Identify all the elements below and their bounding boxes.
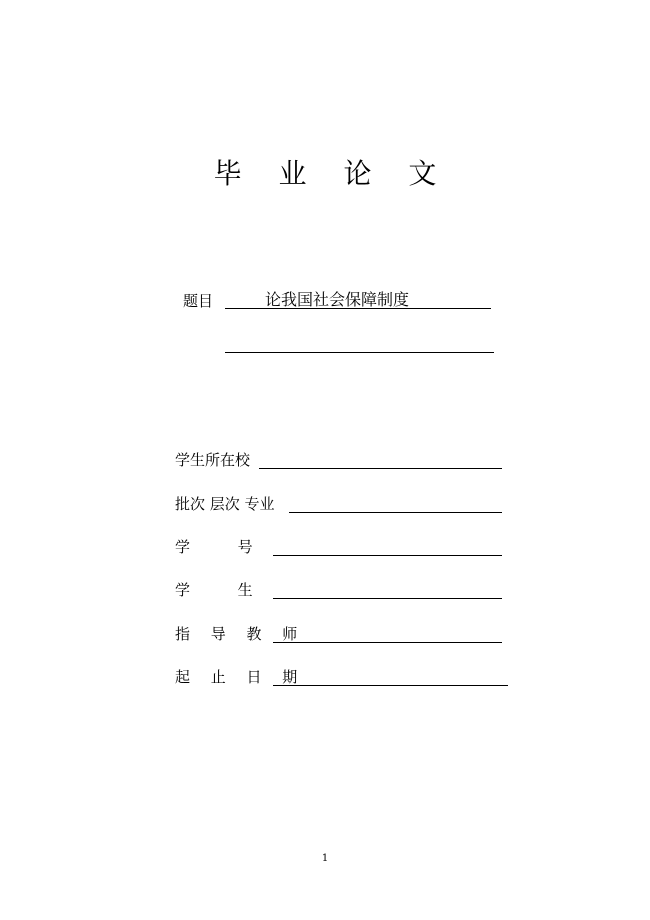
field-underline-student-name <box>273 598 502 599</box>
field-label-batch-major: 批次 层次 专业 <box>175 495 275 513</box>
field-underline-school <box>259 468 502 469</box>
field-label-student-id: 学 号 <box>175 538 253 556</box>
field-underline-date-range <box>273 685 508 686</box>
field-underline-advisor <box>273 642 502 643</box>
field-underline-batch-major <box>289 512 502 513</box>
field-underline-student-id <box>273 555 502 556</box>
field-label-student-name: 学 生 <box>175 581 253 599</box>
topic-label: 题目 <box>183 292 214 310</box>
topic-underline-second-line <box>225 352 494 353</box>
page-number: 1 <box>321 853 329 864</box>
field-label-school: 学生所在校 <box>175 451 251 469</box>
page-title: 毕 业 论 文 <box>213 157 451 190</box>
field-label-advisor: 指 导 教 师 <box>175 625 306 643</box>
field-label-date-range: 起 止 日 期 <box>175 668 306 686</box>
topic-text: 论我国社会保障制度 <box>265 290 410 309</box>
